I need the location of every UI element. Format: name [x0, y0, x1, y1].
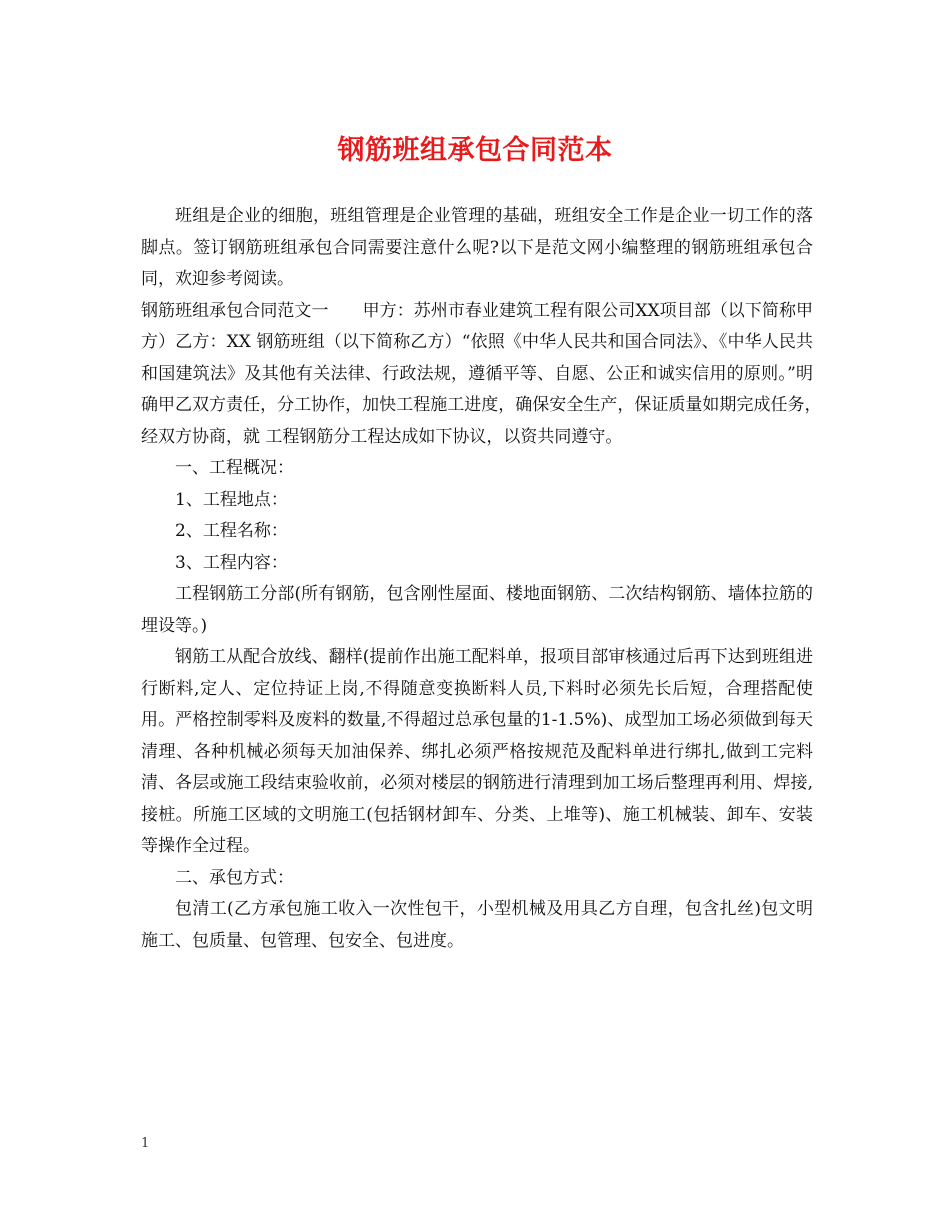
document-body — [141, 201, 830, 957]
list-item-content: 3、工程内容： — [175, 552, 288, 573]
paragraph-contract-method: 包清工(乙方承包施工收入一次性包干，小型机械及用具乙方自理，包含扎丝)包文明施工、包质量、包管理、包安全、包进度。 — [141, 899, 813, 951]
paragraph-scope: 工程钢筋工分部(所有钢筋，包含刚性屋面、楼地面钢筋、二次结构钢筋、墙体拉筋的埋设等。) — [141, 584, 813, 636]
page-number: 1 — [141, 1136, 150, 1151]
section-heading-contract-method: 二、承包方式： — [175, 867, 294, 888]
document-title: 钢筋班组承包合同范本 — [337, 135, 613, 166]
paragraph-parties: 钢筋班组承包合同范文一 甲方：苏州市春业建筑工程有限公司XX项目部（以下简称甲方）乙方：XX 钢筋班组（以下简称乙方）“依照《中华人民共和国合同法》、《中华人民共和国建筑法》及其他有关法律、行政法规，遵循平等、自愿、公正和诚实信用的原则。”明确甲乙双方责任，分工协作，加快工程施工进度，确保安全生产，保证质量如期完成任务， 经双方协商，就 工程钢筋分工程达成如下协议，以资共同遵守。 — [141, 300, 830, 447]
list-item-location: 1、工程地点： — [175, 489, 288, 510]
list-item-name: 2、工程名称： — [175, 521, 288, 541]
section-heading-overview: 一、工程概况： — [175, 458, 294, 478]
paragraph-intro: 班组是企业的细胞，班组管理是企业管理的基础，班组安全工作是企业一切工作的落脚点。签订钢筋班组承包合同需要注意什么呢?以下是范文网小编整理的钢筋班组承包合同，欢迎参考阅读。 — [141, 206, 813, 289]
paragraph-work-details: 钢筋工从配合放线、翻样(提前作出施工配料单，报项目部审核通过后再下达到班组进行断料,定人、定位持证上岗,不得随意变换断料人员,下料时必须先长后短，合理搭配使用。严格控制零料及废料的数量,不得超过总承包量的1-1.5%)、成型加工场必须做到每天清理、各种机械必须每天加油保养、绑扎必须严格按规范及配料单进行绑扎,做到工完料清、各层或施工段结束验收前，必须对楼层的钢筋进行清理到加工场后整理再利用、焊接,接桩。所施工区域的文明施工(包括钢材卸车、分类、上堆等)、施工机械装、卸车、安装等操作全过程。 — [141, 647, 813, 856]
